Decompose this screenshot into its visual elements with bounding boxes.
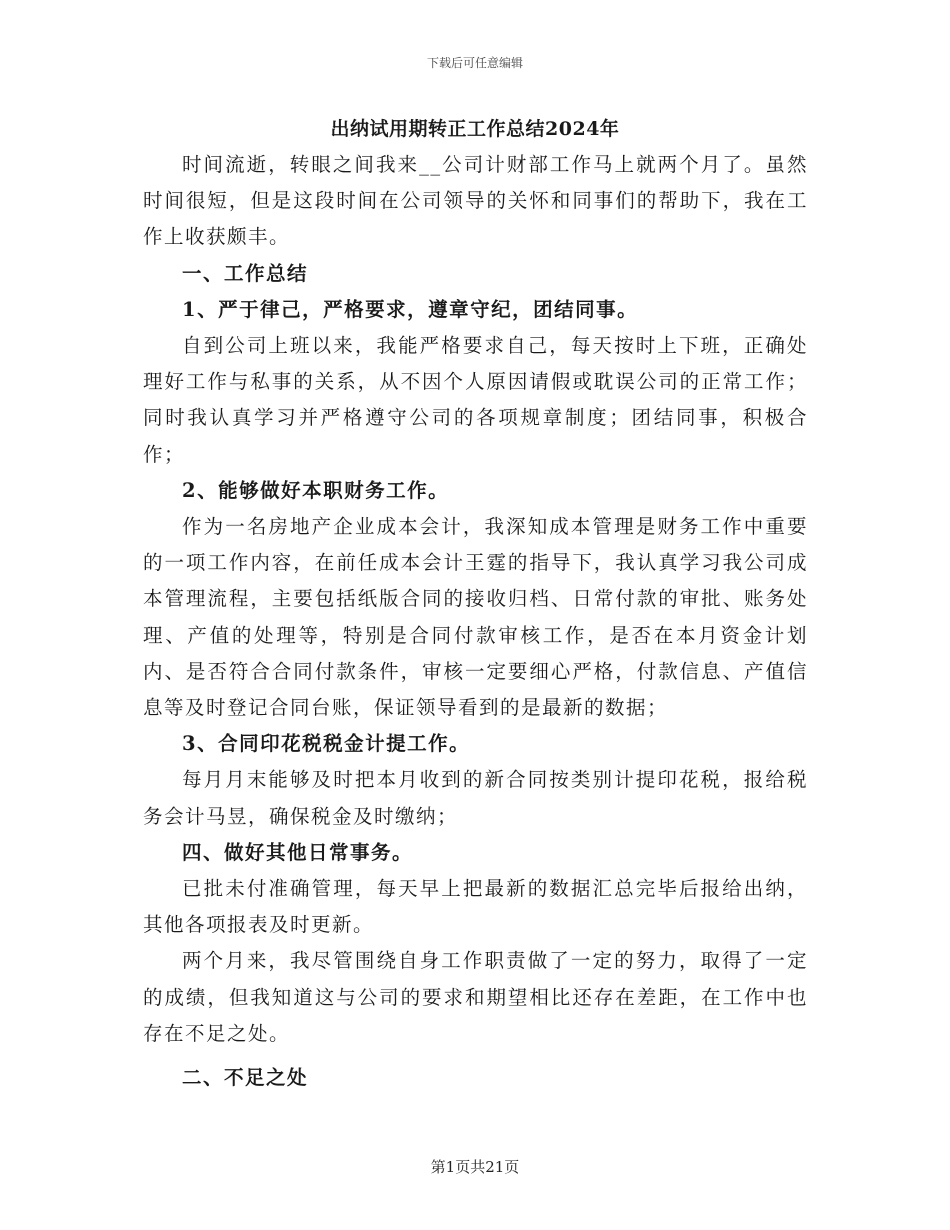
section-heading-shortcomings: 二、不足之处	[182, 1066, 309, 1090]
subheading-daily-affairs: 四、做好其他日常事务。	[182, 840, 414, 864]
paragraph-finance-work: 作为一名房地产企业成本会计，我深知成本管理是财务工作中重要的一项工作内容，在前任成本会计王霆的指导下，我认真学习我公司成本管理流程，主要包括纸版合同的接收归档、日常付款的审批、账务处理、产值的处理等，特别是合同付款审核工作，是否在本月资金计划内、是否符合合同付款条件，审核一定要细心严格，付款信息、产值信息等及时登记合同台账，保证领导看到的是最新的数据；	[143, 515, 808, 720]
header-note: 下载后可任意编辑	[426, 56, 523, 70]
paragraph-daily-affairs: 已批未付准确管理，每天早上把最新的数据汇总完毕后报给出纳，其他各项报表及时更新。	[143, 877, 808, 937]
document-body	[143, 147, 808, 1096]
page-number-footer: 第1页共21页	[430, 1158, 520, 1176]
document-title: 出纳试用期转正工作总结2024年	[330, 118, 620, 140]
subheading-stamp-tax: 3、合同印花税税金计提工作。	[182, 732, 471, 756]
paragraph-discipline: 自到公司上班以来，我能严格要求自己，每天按时上下班，正确处理好工作与私事的关系，从不因个人原因请假或耽误公司的正常工作；同时我认真学习并严格遵守公司的各项规章制度；团结同事，积极合作；	[143, 334, 808, 466]
paragraph-reflection: 两个月来，我尽管围绕自身工作职责做了一定的努力，取得了一定的成绩，但我知道这与公司的要求和期望相比还存在差距，在工作中也存在不足之处。	[143, 949, 808, 1045]
paragraph-intro: 时间流逝，转眼之间我来__公司计财部工作马上就两个月了。虽然时间很短，但是这段时间在公司领导的关怀和同事们的帮助下，我在工作上收获颇丰。	[143, 153, 808, 249]
subheading-discipline: 1、严于律己，严格要求，遵章守纪，团结同事。	[182, 297, 639, 321]
subheading-finance-work: 2、能够做好本职财务工作。	[182, 478, 450, 502]
paragraph-stamp-tax: 每月月末能够及时把本月收到的新合同按类别计提印花税，报给税务会计马昱，确保税金及时缴纳；	[143, 768, 808, 828]
section-heading-work-summary: 一、工作总结	[182, 261, 309, 285]
